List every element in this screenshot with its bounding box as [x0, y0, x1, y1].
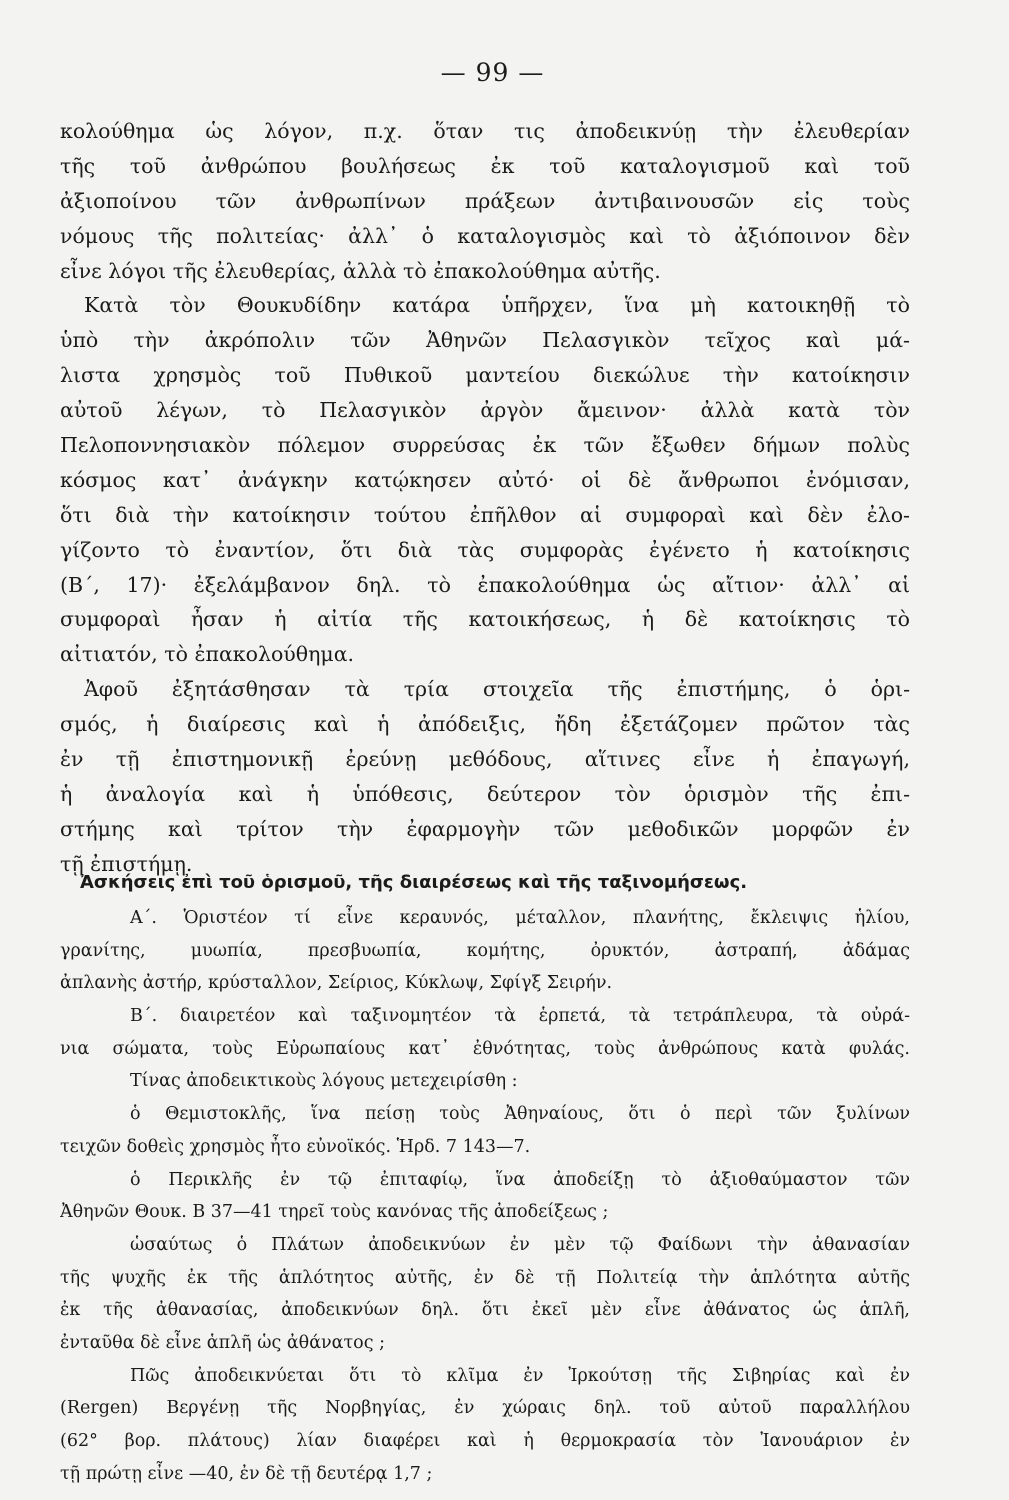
text-line: νόμους τῆς πολιτείας· ἀλλ᾽ ὁ καταλογισμὸς καὶ τὸ ἀξιόποινον δὲν — [60, 223, 910, 248]
text-line: (Β΄, 17)· ἐξελάμβανον δηλ. τὸ ἐπακολούθημα ὡς αἴτιον· ἀλλ᾽ αἱ — [60, 572, 910, 597]
text-line: εἶνε λόγοι τῆς ἐλευθερίας, ἀλλὰ τὸ ἐπακολούθημα αὐτῆς. — [60, 258, 661, 283]
text-line: τῇ ἐπιστήμῃ. — [60, 851, 193, 876]
page-number: — 99 — — [440, 58, 545, 87]
text-line: κόσμος κατ᾽ ἀνάγκην κατῴκησεν αὐτό· οἱ δὲ ἄνθρωποι ἐνόμισαν, — [60, 467, 910, 492]
text-line: στήμης καὶ τρίτον τὴν ἐφαρμογὴν τῶν μεθοδικῶν μορφῶν ἐν — [60, 816, 910, 841]
exercise-line: (Rergen) Βεργένῃ τῆς Νορβηγίας, ἐν χώραις δηλ. τοῦ αὐτοῦ παραλλήλου — [60, 1398, 910, 1419]
exercise-line: ἀπλανὴς ἀστήρ, κρύσταλλον, Σείριος, Κύκλωψ, Σφίγξ Σειρήν. — [60, 973, 613, 994]
text-line: ἐν τῇ ἐπιστημονικῇ ἐρεύνῃ μεθόδους, αἵτινες εἶνε ἡ ἐπαγωγή, — [60, 747, 910, 772]
text-line: ἡ ἀναλογία καὶ ἡ ὑπόθεσις, δεύτερον τὸν ὁρισμὸν τῆς ἐπι- — [60, 781, 910, 806]
text-line: αὐτοῦ λέγων, τὸ Πελασγικὸν ἀργὸν ἄμεινον· ἀλλὰ κατὰ τὸν — [60, 398, 910, 423]
exercise-line: Α΄. Ὁριστέον τί εἶνε κεραυνός, μέταλλον, πλανήτης, ἔκλειψις ἡλίου, — [130, 908, 910, 928]
exercise-line: νια σώματα, τοὺς Εὐρωπαίους κατ᾽ ἐθνότητας, τοὺς ἀνθρώπους κατὰ φυλάς. — [60, 1038, 910, 1059]
exercise-line: ὁ Θεμιστοκλῆς, ἵνα πείσῃ τοὺς Ἀθηναίους, ὅτι ὁ περὶ τῶν ξυλίνων — [130, 1104, 910, 1125]
exercises-heading: Ἀσκήσεις ἐπὶ τοῦ ὁρισμοῦ, τῆς διαιρέσεως καὶ τῆς ταξινομήσεως. — [80, 872, 748, 893]
text-line: κολούθημα ὡς λόγον, π.χ. ὅταν τις ἀποδεικνύῃ τὴν ἐλευθερίαν — [60, 119, 910, 143]
text-line: Πελοποννησιακὸν πόλεμον συρρεύσας ἐκ τῶν ἔξωθεν δήμων πολὺς — [60, 433, 910, 458]
text-line: αἰτιατόν, τὸ ἐπακολούθημα. — [60, 642, 355, 667]
text-line: ὅτι διὰ τὴν κατοίκησιν τούτου ἐπῆλθον αἱ συμφοραὶ καὶ δὲν ἐλο- — [60, 502, 910, 527]
text-line: γίζοντο τὸ ἐναντίον, ὅτι διὰ τὰς συμφορὰς ἐγένετο ἡ κατοίκησις — [60, 537, 910, 562]
exercise-line: Πῶς ἀποδεικνύεται ὅτι τὸ κλῖμα ἐν Ἰρκούτσῃ τῆς Σιβηρίας καὶ ἐν — [130, 1365, 910, 1386]
exercise-line: (62° βορ. πλάτους) λίαν διαφέρει καὶ ἡ θερμοκρασία τὸν Ἰανουάριον ἐν — [60, 1431, 910, 1451]
text-line: συμφοραὶ ἦσαν ἡ αἰτία τῆς κατοικήσεως, ἡ δὲ κατοίκησις τὸ — [60, 607, 910, 632]
exercise-line: ἐκ τῆς ἀθανασίας, ἀποδεικνύων δηλ. ὅτι ἐκεῖ μὲν εἶνε ἀθάνατος ὡς ἁπλῆ, — [60, 1300, 910, 1321]
main-text — [60, 114, 910, 882]
exercise-line: Ἀθηνῶν Θουκ. Β 37—41 τηρεῖ τοὺς κανόνας τῆς ἀποδείξεως ; — [60, 1202, 609, 1223]
text-line: ὑπὸ τὴν ἀκρόπολιν τῶν Ἀθηνῶν Πελασγικὸν τεῖχος καὶ μά- — [60, 328, 910, 353]
exercise-line: τειχῶν δοθεὶς χρησμὸς ἦτο εὐνοϊκός. Ἡρδ. 7 143—7. — [60, 1136, 531, 1157]
text-line: ἀξιοποίνου τῶν ἀνθρωπίνων πράξεων ἀντιβαινουσῶν εἰς τοὺς — [60, 188, 910, 213]
exercise-line: τῇ πρώτῃ εἶνε —40, ἐν δὲ τῇ δευτέρᾳ 1,7 ; — [60, 1463, 433, 1484]
exercise-line: ἐνταῦθα δὲ εἶνε ἁπλῆ ὡς ἀθάνατος ; — [60, 1332, 385, 1353]
exercise-line: ὡσαύτως ὁ Πλάτων ἀποδεικνύων ἐν μὲν τῷ Φαίδωνι τὴν ἀθανασίαν — [130, 1234, 910, 1255]
text-line: Ἀφοῦ ἐξητάσθησαν τὰ τρία στοιχεῖα τῆς ἐπιστήμης, ὁ ὁρι- — [84, 677, 910, 702]
exercise-line: ὁ Περικλῆς ἐν τῷ ἐπιταφίῳ, ἵνα ἀποδείξῃ τὸ ἀξιοθαύμαστον τῶν — [130, 1169, 910, 1190]
exercise-line: γρανίτης, μυωπία, πρεσβυωπία, κομήτης, ὀρυκτόν, ἀστραπή, ἀδάμας — [60, 940, 910, 961]
text-line: σμός, ἡ διαίρεσις καὶ ἡ ἀπόδειξις, ἤδη ἐξετάζομεν πρῶτον τὰς — [60, 712, 910, 737]
exercise-line: τῆς ψυχῆς ἐκ τῆς ἁπλότητος αὐτῆς, ἐν δὲ τῇ Πολιτείᾳ τὴν ἁπλότητα αὐτῆς — [60, 1267, 910, 1288]
text-line: λιστα χρησμὸς τοῦ Πυθικοῦ μαντείου διεκώλυε τὴν κατοίκησιν — [60, 363, 910, 388]
exercise-line: Β΄. διαιρετέον καὶ ταξινομητέον τὰ ἑρπετά, τὰ τετράπλευρα, τὰ οὐρά- — [130, 1006, 910, 1027]
exercises-text — [60, 902, 910, 1490]
text-line: Κατὰ τὸν Θουκυδίδην κατάρα ὑπῆρχεν, ἵνα μὴ κατοικηθῇ τὸ — [84, 293, 910, 318]
text-line: τῆς τοῦ ἀνθρώπου βουλήσεως ἐκ τοῦ καταλογισμοῦ καὶ τοῦ — [60, 153, 910, 178]
exercise-line: Τίνας ἀποδεικτικοὺς λόγους μετεχειρίσθη : — [130, 1071, 518, 1092]
